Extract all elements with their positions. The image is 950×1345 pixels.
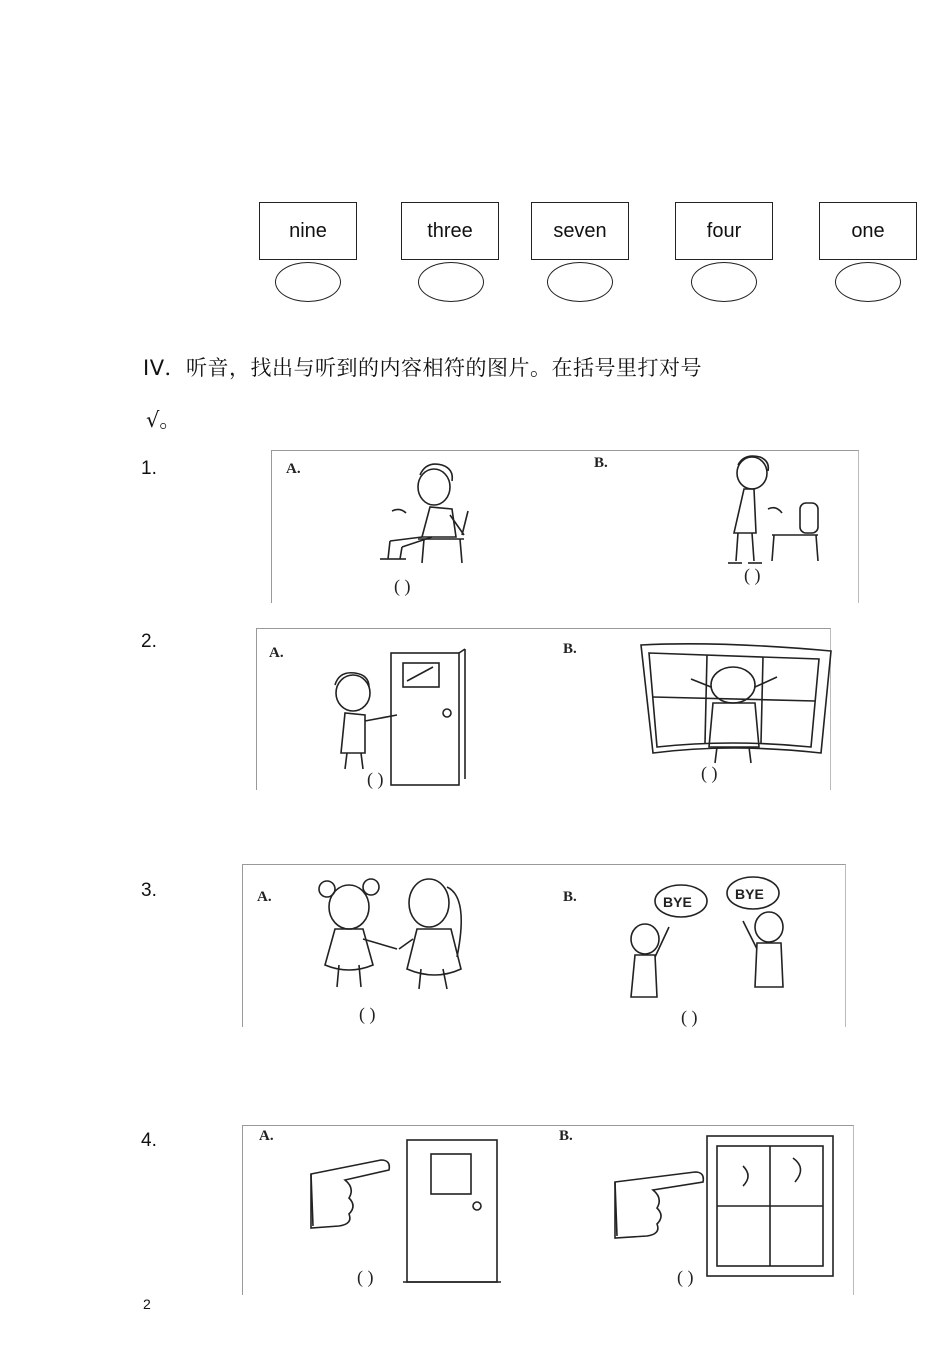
q4-option-a-label: A. (259, 1128, 274, 1144)
q1-option-b-label: B. (594, 455, 608, 471)
question-number-2: 2. (141, 631, 157, 652)
word-box-3: seven (531, 202, 629, 260)
bye-bubble-right: BYE (735, 886, 764, 902)
answer-oval-3[interactable] (547, 262, 613, 302)
q1-paren-a: ( ) (394, 576, 411, 596)
question-3-picture (242, 864, 846, 1027)
answer-oval-1[interactable] (275, 262, 341, 302)
page-number: 2 (143, 1296, 151, 1312)
question-1-picture (271, 450, 859, 603)
section-title-cont: √。 (146, 408, 181, 432)
answer-oval-4[interactable] (691, 262, 757, 302)
q3-option-a-label: A. (257, 889, 272, 905)
section-title: IV．听音，找出与听到的内容相符的图片。在括号里打对号 (143, 356, 703, 380)
q3-option-b-label: B. (563, 889, 577, 905)
question-number-4: 4. (141, 1130, 157, 1151)
q1-option-a-label: A. (286, 461, 301, 477)
question-number-1: 1. (141, 458, 157, 479)
question-4-drawing (243, 1126, 855, 1296)
boy-sitting-icon (380, 464, 468, 563)
window-icon (641, 644, 831, 753)
answer-oval-5[interactable] (835, 262, 901, 302)
word-box-5: one (819, 202, 917, 260)
q2-paren-b: ( ) (701, 763, 718, 783)
word-box-2: three (401, 202, 499, 260)
question-2-picture (256, 628, 831, 790)
door-icon-q4 (403, 1140, 501, 1282)
q2-paren-a: ( ) (367, 769, 384, 789)
question-1-drawing (272, 451, 860, 604)
window-icon-q4 (707, 1136, 833, 1276)
q4-paren-b: ( ) (677, 1267, 694, 1287)
door-icon (391, 649, 465, 785)
girls-shaking-hands-icon (319, 879, 461, 989)
q4-option-b-label: B. (559, 1128, 573, 1144)
boys-waving-bye-icon (631, 877, 783, 997)
word-box-1: nine (259, 202, 357, 260)
word-box-4: four (675, 202, 773, 260)
q3-paren-a: ( ) (359, 1004, 376, 1024)
boy-opening-door-icon (335, 673, 397, 769)
bye-bubble-left: BYE (663, 894, 692, 910)
question-number-3: 3. (141, 880, 157, 901)
q1-paren-b: ( ) (744, 565, 761, 585)
q3-paren-b: ( ) (681, 1007, 698, 1027)
boy-standing-icon (728, 456, 818, 563)
question-4-picture (242, 1125, 854, 1295)
answer-oval-2[interactable] (418, 262, 484, 302)
pointing-hand-icon (311, 1160, 389, 1228)
question-3-drawing (243, 865, 847, 1028)
q2-option-a-label: A. (269, 645, 284, 661)
question-2-drawing (257, 629, 832, 791)
pointing-hand-icon-b (615, 1172, 703, 1238)
q4-paren-a: ( ) (357, 1267, 374, 1287)
q2-option-b-label: B. (563, 641, 577, 657)
